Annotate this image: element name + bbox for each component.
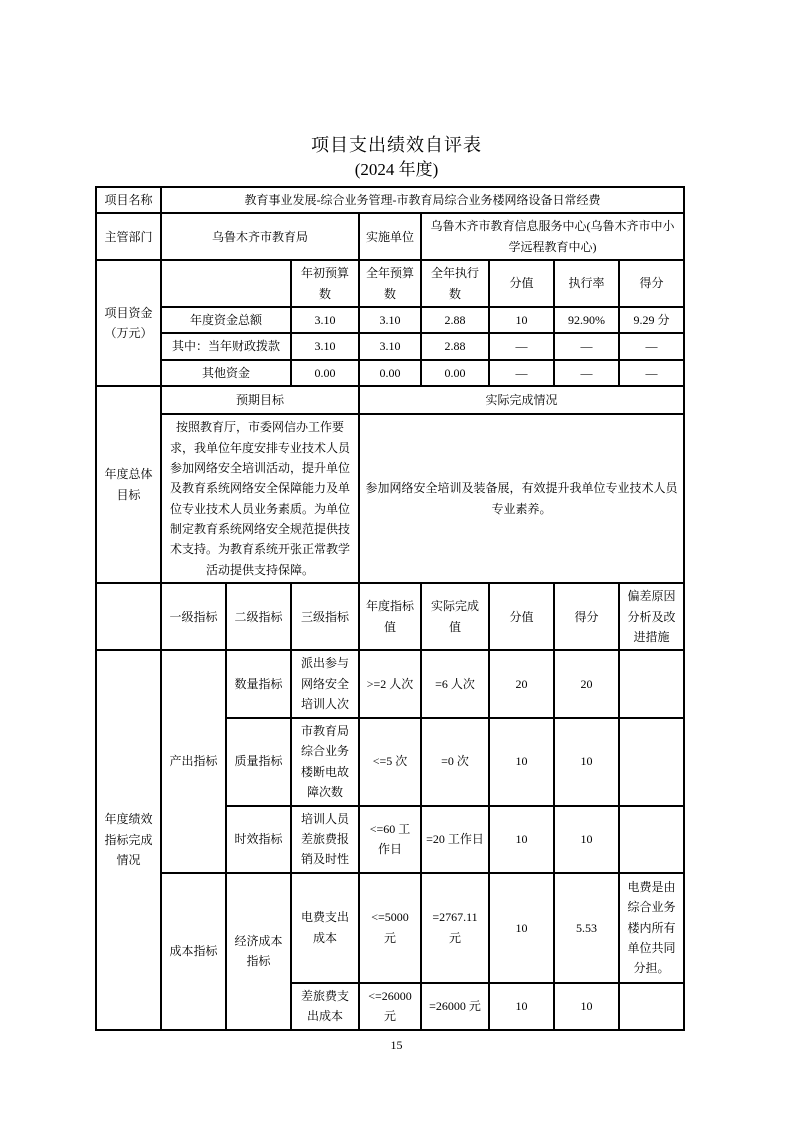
project-name-label: 项目名称 bbox=[96, 187, 161, 213]
indicators-header-target: 年度指标值 bbox=[359, 583, 421, 650]
quality-l3: 市教育局综合业务楼断电故障次数 bbox=[291, 718, 359, 806]
timeliness-target: <=60 工作日 bbox=[359, 806, 421, 873]
travel-score-max: 10 bbox=[489, 983, 554, 1030]
row-indicator-quantity bbox=[96, 650, 684, 717]
travel-l3: 差旅费支出成本 bbox=[291, 983, 359, 1030]
timeliness-score-max: 10 bbox=[489, 806, 554, 873]
department-label: 主管部门 bbox=[96, 213, 161, 260]
funds-fiscal-exec-rate: — bbox=[554, 333, 619, 359]
funds-total-budget: 3.10 bbox=[359, 307, 421, 333]
row-funds-total bbox=[96, 307, 684, 333]
row-indicator-electricity-cost bbox=[96, 873, 684, 983]
funds-fiscal-initial: 3.10 bbox=[291, 333, 359, 359]
quality-deviation bbox=[619, 718, 684, 806]
quality-score: 10 bbox=[554, 718, 619, 806]
electricity-target: <=5000 元 bbox=[359, 873, 421, 983]
row-indicators-header bbox=[96, 583, 684, 650]
row-funds-other bbox=[96, 360, 684, 386]
indicators-header-l3: 三级指标 bbox=[291, 583, 359, 650]
timeliness-l2: 时效指标 bbox=[226, 806, 291, 873]
timeliness-score: 10 bbox=[554, 806, 619, 873]
row-department bbox=[96, 213, 684, 260]
funds-fiscal-executed: 2.88 bbox=[421, 333, 489, 359]
travel-score: 10 bbox=[554, 983, 619, 1030]
quantity-score: 20 bbox=[554, 650, 619, 717]
timeliness-deviation bbox=[619, 806, 684, 873]
goal-row-header: 年度总体目标 bbox=[96, 386, 161, 583]
funds-total-executed: 2.88 bbox=[421, 307, 489, 333]
funds-other-label: 其他资金 bbox=[161, 360, 291, 386]
electricity-score: 5.53 bbox=[554, 873, 619, 983]
row-funds-header bbox=[96, 260, 684, 307]
timeliness-actual: =20 工作日 bbox=[421, 806, 489, 873]
quantity-l3: 派出参与网络安全培训人次 bbox=[291, 650, 359, 717]
funds-col-header-annual-budget: 全年预算数 bbox=[359, 260, 421, 307]
department-value: 乌鲁木齐市教育局 bbox=[161, 213, 359, 260]
indicators-header-score: 得分 bbox=[554, 583, 619, 650]
project-name-value: 教育事业发展-综合业务管理-市教育局综合业务楼网络设备日常经费 bbox=[161, 187, 684, 213]
impl-unit-label: 实施单位 bbox=[359, 213, 421, 260]
title-block bbox=[0, 0, 793, 182]
row-goal-header bbox=[96, 386, 684, 414]
funds-other-exec-rate: — bbox=[554, 360, 619, 386]
quality-target: <=5 次 bbox=[359, 718, 421, 806]
group-output-indicator: 产出指标 bbox=[161, 650, 226, 872]
impl-unit-value: 乌鲁木齐市教育信息服务中心(乌鲁木齐市中小学远程教育中心) bbox=[421, 213, 684, 260]
funds-col-header-exec-rate: 执行率 bbox=[554, 260, 619, 307]
travel-deviation bbox=[619, 983, 684, 1030]
funds-other-executed: 0.00 bbox=[421, 360, 489, 386]
funds-other-score: — bbox=[619, 360, 684, 386]
goal-expected-label: 预期目标 bbox=[161, 386, 359, 414]
quantity-target: >=2 人次 bbox=[359, 650, 421, 717]
electricity-l3: 电费支出成本 bbox=[291, 873, 359, 983]
indicators-header-l1: 一级指标 bbox=[161, 583, 226, 650]
electricity-actual: =2767.11 元 bbox=[421, 873, 489, 983]
funds-other-budget: 0.00 bbox=[359, 360, 421, 386]
funds-col-header-initial-budget: 年初预算数 bbox=[291, 260, 359, 307]
page-number: 15 bbox=[390, 1038, 403, 1052]
quantity-deviation bbox=[619, 650, 684, 717]
funds-col-header-executed: 全年执行数 bbox=[421, 260, 489, 307]
funds-fiscal-label: 其中：当年财政拨款 bbox=[161, 333, 291, 359]
indicators-header-actual: 实际完成值 bbox=[421, 583, 489, 650]
funds-row-header: 项目资金（万元） bbox=[96, 260, 161, 386]
goal-expected-text: 按照教育厅，市委网信办工作要求，我单位年度安排专业技术人员参加网络安全培训活动，提升单位及教育系统网络安全保障能力及单位专业技术人员业务素质。为单位制定教育系统网络安全规范提供技术支持。为教育系统开张正常教学活动提供支持保障。 bbox=[161, 414, 359, 583]
funds-total-exec-rate: 92.90% bbox=[554, 307, 619, 333]
indicators-header-l2: 二级指标 bbox=[226, 583, 291, 650]
quantity-actual: =6 人次 bbox=[421, 650, 489, 717]
funds-col-header-score-max: 分值 bbox=[489, 260, 554, 307]
funds-fiscal-score-max: — bbox=[489, 333, 554, 359]
electricity-score-max: 10 bbox=[489, 873, 554, 983]
timeliness-l3: 培训人员差旅费报销及时性 bbox=[291, 806, 359, 873]
funds-total-initial: 3.10 bbox=[291, 307, 359, 333]
funds-fiscal-score: — bbox=[619, 333, 684, 359]
row-goal-content bbox=[96, 414, 684, 583]
funds-fiscal-budget: 3.10 bbox=[359, 333, 421, 359]
quality-l2: 质量指标 bbox=[226, 718, 291, 806]
row-project-name bbox=[96, 187, 684, 213]
performance-self-eval-table bbox=[95, 186, 685, 1031]
quantity-score-max: 20 bbox=[489, 650, 554, 717]
travel-actual: =26000 元 bbox=[421, 983, 489, 1030]
quality-score-max: 10 bbox=[489, 718, 554, 806]
funds-col-header-score: 得分 bbox=[619, 260, 684, 307]
electricity-deviation: 电费是由综合业务楼内所有单位共同分担。 bbox=[619, 873, 684, 983]
funds-other-initial: 0.00 bbox=[291, 360, 359, 386]
funds-other-score-max: — bbox=[489, 360, 554, 386]
group-economic-cost-indicator: 经济成本指标 bbox=[226, 873, 291, 1030]
indicators-row-header: 年度绩效指标完成情况 bbox=[96, 650, 161, 1029]
quality-actual: =0 次 bbox=[421, 718, 489, 806]
row-funds-fiscal bbox=[96, 333, 684, 359]
group-cost-indicator: 成本指标 bbox=[161, 873, 226, 1030]
goal-actual-text: 参加网络安全培训及装备展，有效提升我单位专业技术人员专业素养。 bbox=[359, 414, 684, 583]
doc-title: 项目支出绩效自评表 bbox=[311, 135, 482, 155]
funds-total-label: 年度资金总额 bbox=[161, 307, 291, 333]
funds-total-score: 9.29 分 bbox=[619, 307, 684, 333]
travel-target: <=26000 元 bbox=[359, 983, 421, 1030]
indicators-blank-cell bbox=[96, 583, 161, 650]
indicators-header-score-max: 分值 bbox=[489, 583, 554, 650]
funds-blank-cell bbox=[161, 260, 291, 307]
quantity-l2: 数量指标 bbox=[226, 650, 291, 717]
goal-actual-label: 实际完成情况 bbox=[359, 386, 684, 414]
funds-total-score-max: 10 bbox=[489, 307, 554, 333]
indicators-header-deviation: 偏差原因分析及改进措施 bbox=[619, 583, 684, 650]
doc-subtitle: (2024 年度) bbox=[354, 160, 439, 179]
